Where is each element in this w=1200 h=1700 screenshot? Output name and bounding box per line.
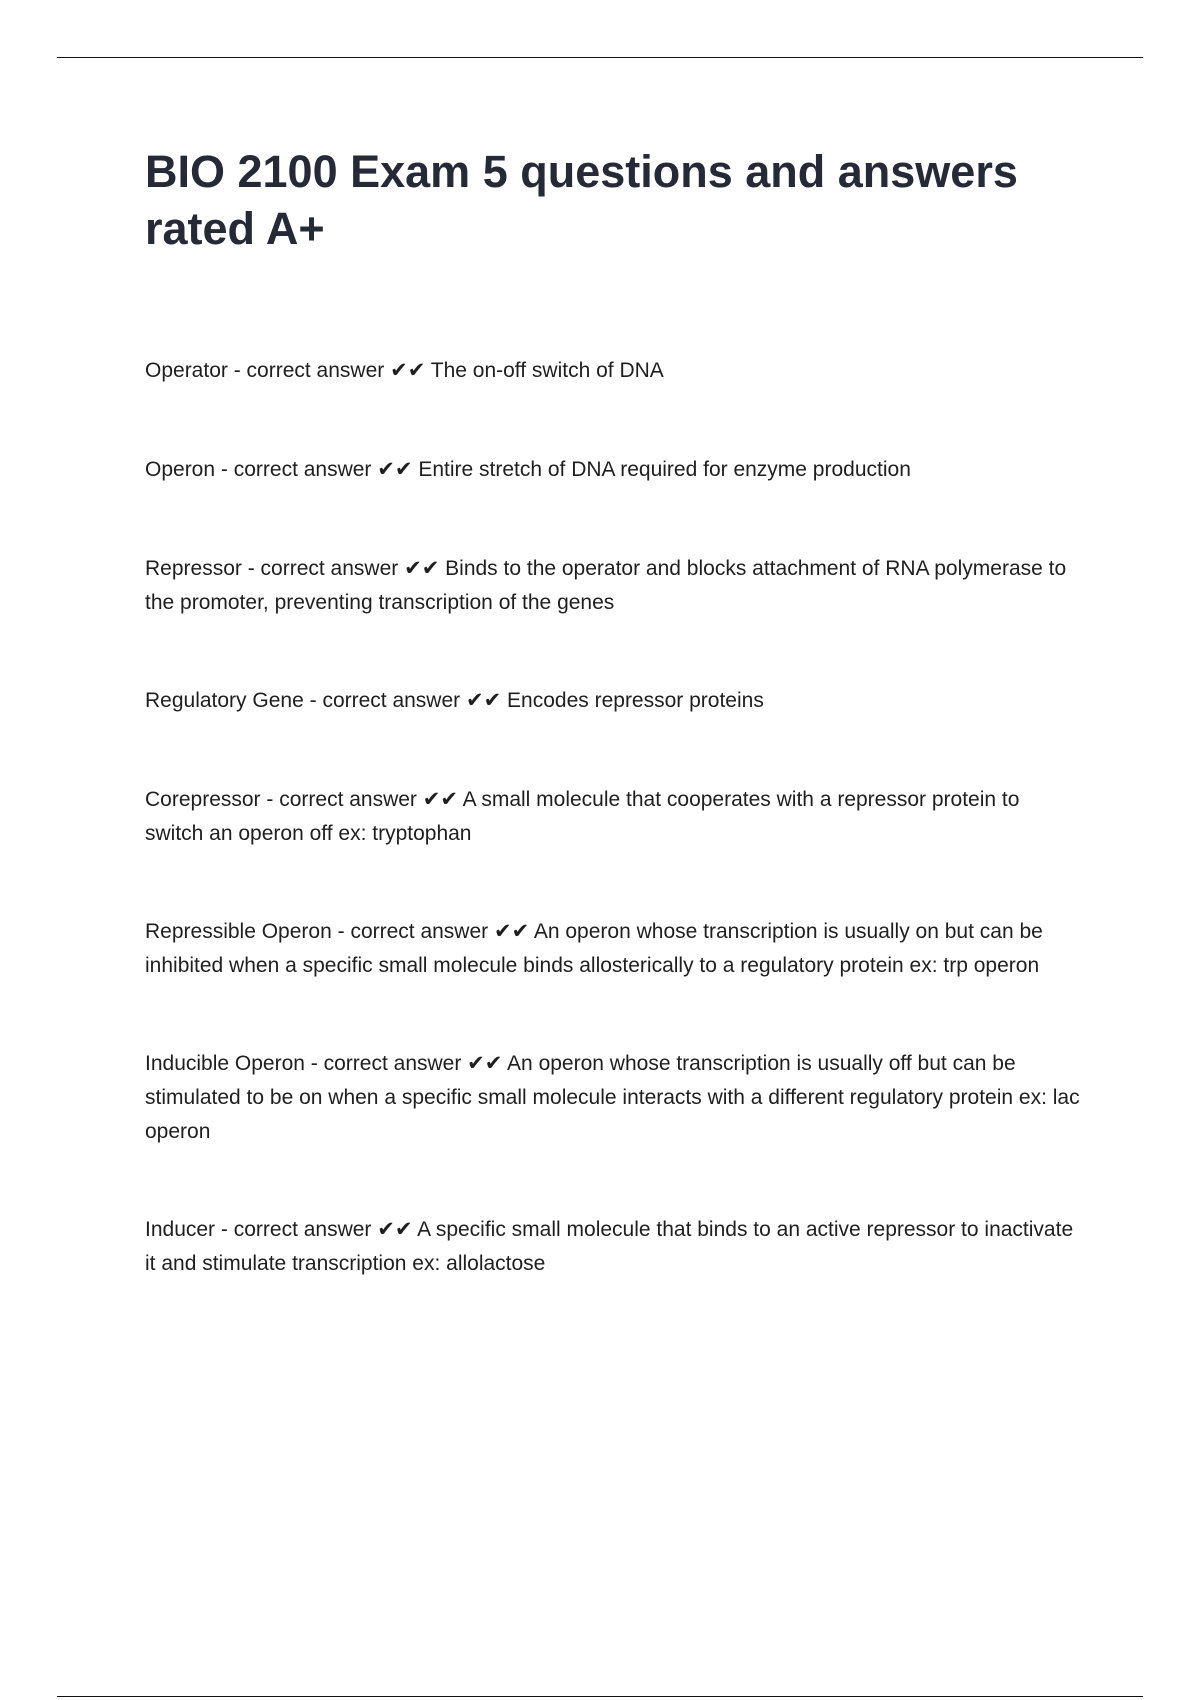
qa-answer-label: correct answer (233, 458, 372, 481)
qa-item-operator (145, 354, 1080, 388)
top-rule (57, 57, 1143, 58)
qa-separator: - (241, 557, 261, 580)
double-check-icon: ✔✔ (384, 359, 431, 382)
qa-item-repressor (145, 552, 1080, 620)
qa-definition: An operon whose transcription is usually off but can be stimulated to be on when a specific small molecule interacts with a different regulatory protein ex: lac operon (145, 1052, 1080, 1143)
bottom-rule (57, 1696, 1143, 1697)
qa-definition: The on-off switch of DNA (430, 359, 664, 382)
qa-answer-label: correct answer (279, 788, 417, 811)
qa-definition: A small molecule that cooperates with a repressor protein to switch an operon off ex: tryptophan (145, 788, 1020, 845)
qa-item-operon (145, 453, 1080, 487)
double-check-icon: ✔✔ (416, 788, 463, 811)
qa-definition: An operon whose transcription is usually on but can be inhibited when a specific small molecule binds allosterically to a regulatory protein ex: trp operon (145, 920, 1043, 977)
qa-separator: - (215, 1218, 234, 1241)
qa-answer-label: correct answer (246, 359, 385, 382)
qa-separator: - (303, 689, 323, 712)
qa-separator: - (304, 1052, 324, 1075)
qa-definition: Binds to the operator and blocks attachment of RNA polymerase to the promoter, preventing transcription of the genes (145, 557, 1067, 614)
double-check-icon: ✔✔ (488, 920, 534, 943)
qa-term: Inducible Operon (145, 1052, 305, 1075)
qa-term: Regulatory Gene (145, 689, 304, 712)
qa-term: Inducer (145, 1218, 216, 1241)
document-title: BIO 2100 Exam 5 questions and answers rated A+ (145, 146, 1018, 254)
qa-definition: Encodes repressor proteins (507, 689, 764, 712)
qa-term: Repressor (145, 557, 242, 580)
qa-separator: - (260, 788, 280, 811)
qa-list (145, 354, 1080, 1345)
double-check-icon: ✔✔ (461, 1052, 508, 1075)
qa-definition: A specific small molecule that binds to an active repressor to inactivate it and stimulate transcription ex: allolactose (145, 1218, 1074, 1275)
qa-item-repressible-operon (145, 915, 1080, 983)
qa-term: Corepressor (145, 788, 261, 811)
qa-term: Operon (145, 458, 216, 481)
double-check-icon: ✔✔ (371, 458, 419, 481)
qa-separator: - (331, 920, 351, 943)
qa-answer-label: correct answer (322, 689, 461, 712)
qa-term: Repressible Operon (145, 920, 332, 943)
qa-item-inducible-operon (145, 1047, 1080, 1149)
qa-answer-label: correct answer (233, 1218, 372, 1241)
double-check-icon: ✔✔ (371, 1218, 418, 1241)
double-check-icon: ✔✔ (398, 557, 446, 580)
qa-item-regulatory-gene (145, 684, 1080, 718)
qa-item-inducer (145, 1213, 1080, 1281)
qa-separator: - (215, 458, 234, 481)
qa-definition: Entire stretch of DNA required for enzyme production (418, 458, 911, 481)
qa-answer-label: correct answer (260, 557, 399, 580)
qa-answer-label: correct answer (323, 1052, 462, 1075)
qa-answer-label: correct answer (350, 920, 489, 943)
double-check-icon: ✔✔ (460, 689, 508, 712)
qa-term: Operator (145, 359, 228, 382)
qa-item-corepressor (145, 783, 1080, 851)
qa-separator: - (227, 359, 247, 382)
